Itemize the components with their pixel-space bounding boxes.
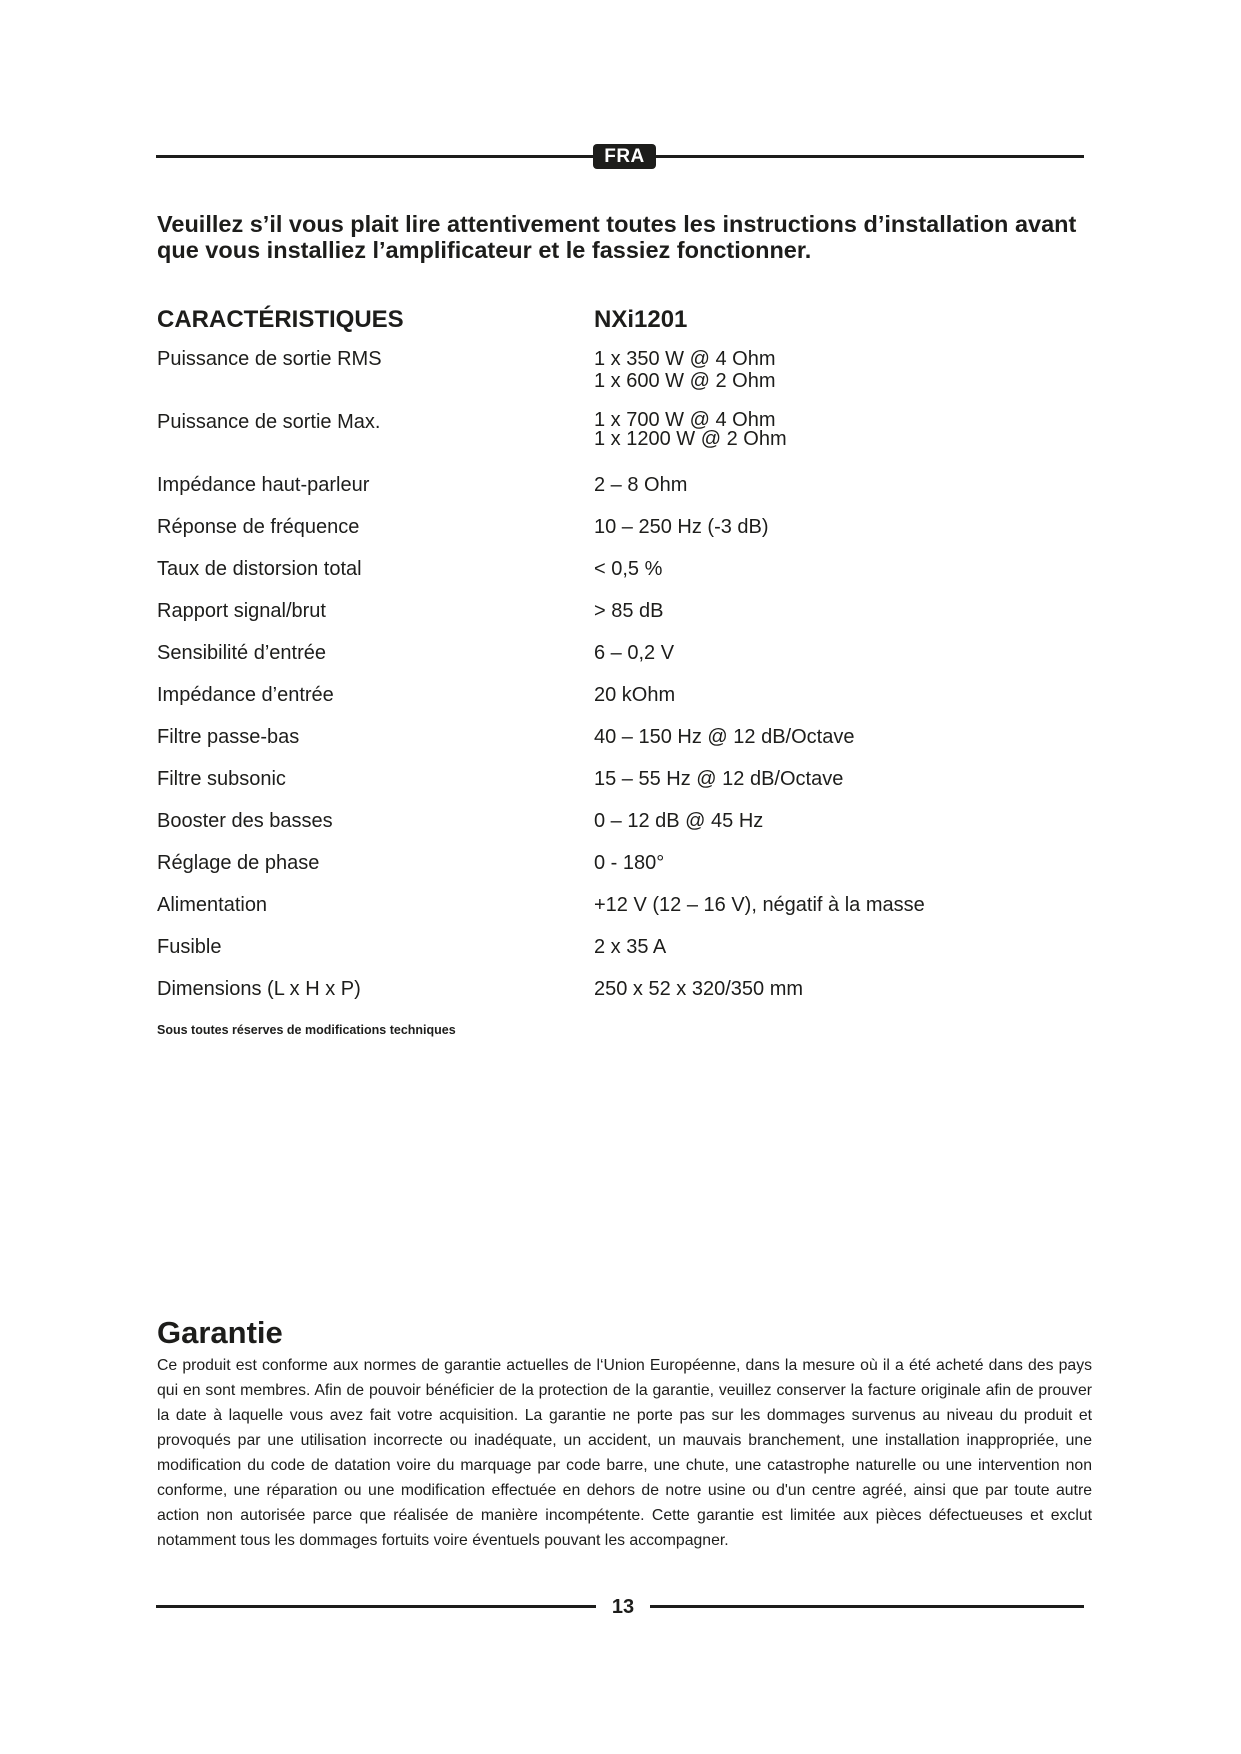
spec-value: 1 x 350 W @ 4 Ohm 1 x 600 W @ 2 Ohm [594, 348, 776, 392]
header-rule-left [156, 155, 596, 158]
spec-label: Impédance haut-parleur [157, 474, 370, 496]
specs-heading: CARACTÉRISTIQUES [157, 306, 404, 333]
spec-value: < 0,5 % [594, 558, 663, 580]
spec-value: 0 – 12 dB @ 45 Hz [594, 810, 764, 832]
spec-value: 2 x 35 A [594, 936, 667, 958]
spec-label: Taux de distorsion total [157, 558, 362, 580]
footer-rule-right [650, 1605, 1084, 1608]
spec-label: Puissance de sortie RMS [157, 348, 382, 370]
spec-value: +12 V (12 – 16 V), négatif à la masse [594, 894, 925, 916]
spec-value: 15 – 55 Hz @ 12 dB/Octave [594, 768, 844, 790]
warranty-title: Garantie [157, 1315, 283, 1350]
spec-label: Puissance de sortie Max. [157, 411, 381, 433]
spec-label: Filtre subsonic [157, 768, 286, 790]
specs-footnote: Sous toutes réserves de modifications techniques [157, 1023, 456, 1037]
spec-value: 2 – 8 Ohm [594, 474, 688, 496]
spec-value: 1 x 700 W @ 4 Ohm 1 x 1200 W @ 2 Ohm [594, 409, 787, 450]
spec-label: Dimensions (L x H x P) [157, 978, 361, 1000]
spec-label: Réponse de fréquence [157, 516, 360, 538]
intro-paragraph: Veuillez s’il vous plait lire attentivement toutes les instructions d’installation avant que vous installiez l’amplificateur et le fassiez fonctionner. [157, 211, 1077, 263]
spec-label: Sensibilité d’entrée [157, 642, 326, 664]
spec-label: Fusible [157, 936, 222, 958]
spec-label: Rapport signal/brut [157, 600, 326, 622]
spec-label: Impédance d’entrée [157, 684, 334, 706]
spec-value: 40 – 150 Hz @ 12 dB/Octave [594, 726, 855, 748]
spec-value: 10 – 250 Hz (-3 dB) [594, 516, 769, 538]
spec-label: Réglage de phase [157, 852, 320, 874]
spec-value: 250 x 52 x 320/350 mm [594, 978, 804, 1000]
model-heading: NXi1201 [594, 306, 688, 333]
spec-value: 6 – 0,2 V [594, 642, 675, 664]
spec-label: Filtre passe-bas [157, 726, 300, 748]
spec-label: Booster des basses [157, 810, 333, 832]
spec-value: 20 kOhm [594, 684, 676, 706]
language-tab: FRA [593, 144, 656, 169]
spec-label: Alimentation [157, 894, 268, 916]
spec-value: 0 - 180° [594, 852, 665, 874]
spec-value: > 85 dB [594, 600, 664, 622]
page-number: 13 [611, 1596, 635, 1618]
footer-rule-left [156, 1605, 596, 1608]
header-rule-right [653, 155, 1084, 158]
warranty-text: Ce produit est conforme aux normes de garantie actuelles de l‘Union Européenne, dans la mesure où il a été acheté dans des pays qui en sont membres. Afin de pouvoir bénéficier de la protection de la garantie, veuillez conserver la facture originale afin de prouver la date à laquelle vous avez fait votre acquisition. La garantie ne porte pas sur les dommages survenus au niveau du produit et provoqués par une utilisation incorrecte ou inadéquate, un accident, un mauvais branchement, une installation inappropriée, une modification du code de datation voire du marquage par code barre, une chute, une catastrophe naturelle ou une intervention non conforme, une réparation ou une modification effectuée en dehors de notre usine ou d'un centre agréé, ainsi que par toute autre action non autorisée parce que réalisée de manière incompétente. Cette garantie est limitée aux pièces défectueuses et exclut notamment tous les dommages fortuits voire éventuels pouvant les accompagner. [157, 1357, 1092, 1549]
